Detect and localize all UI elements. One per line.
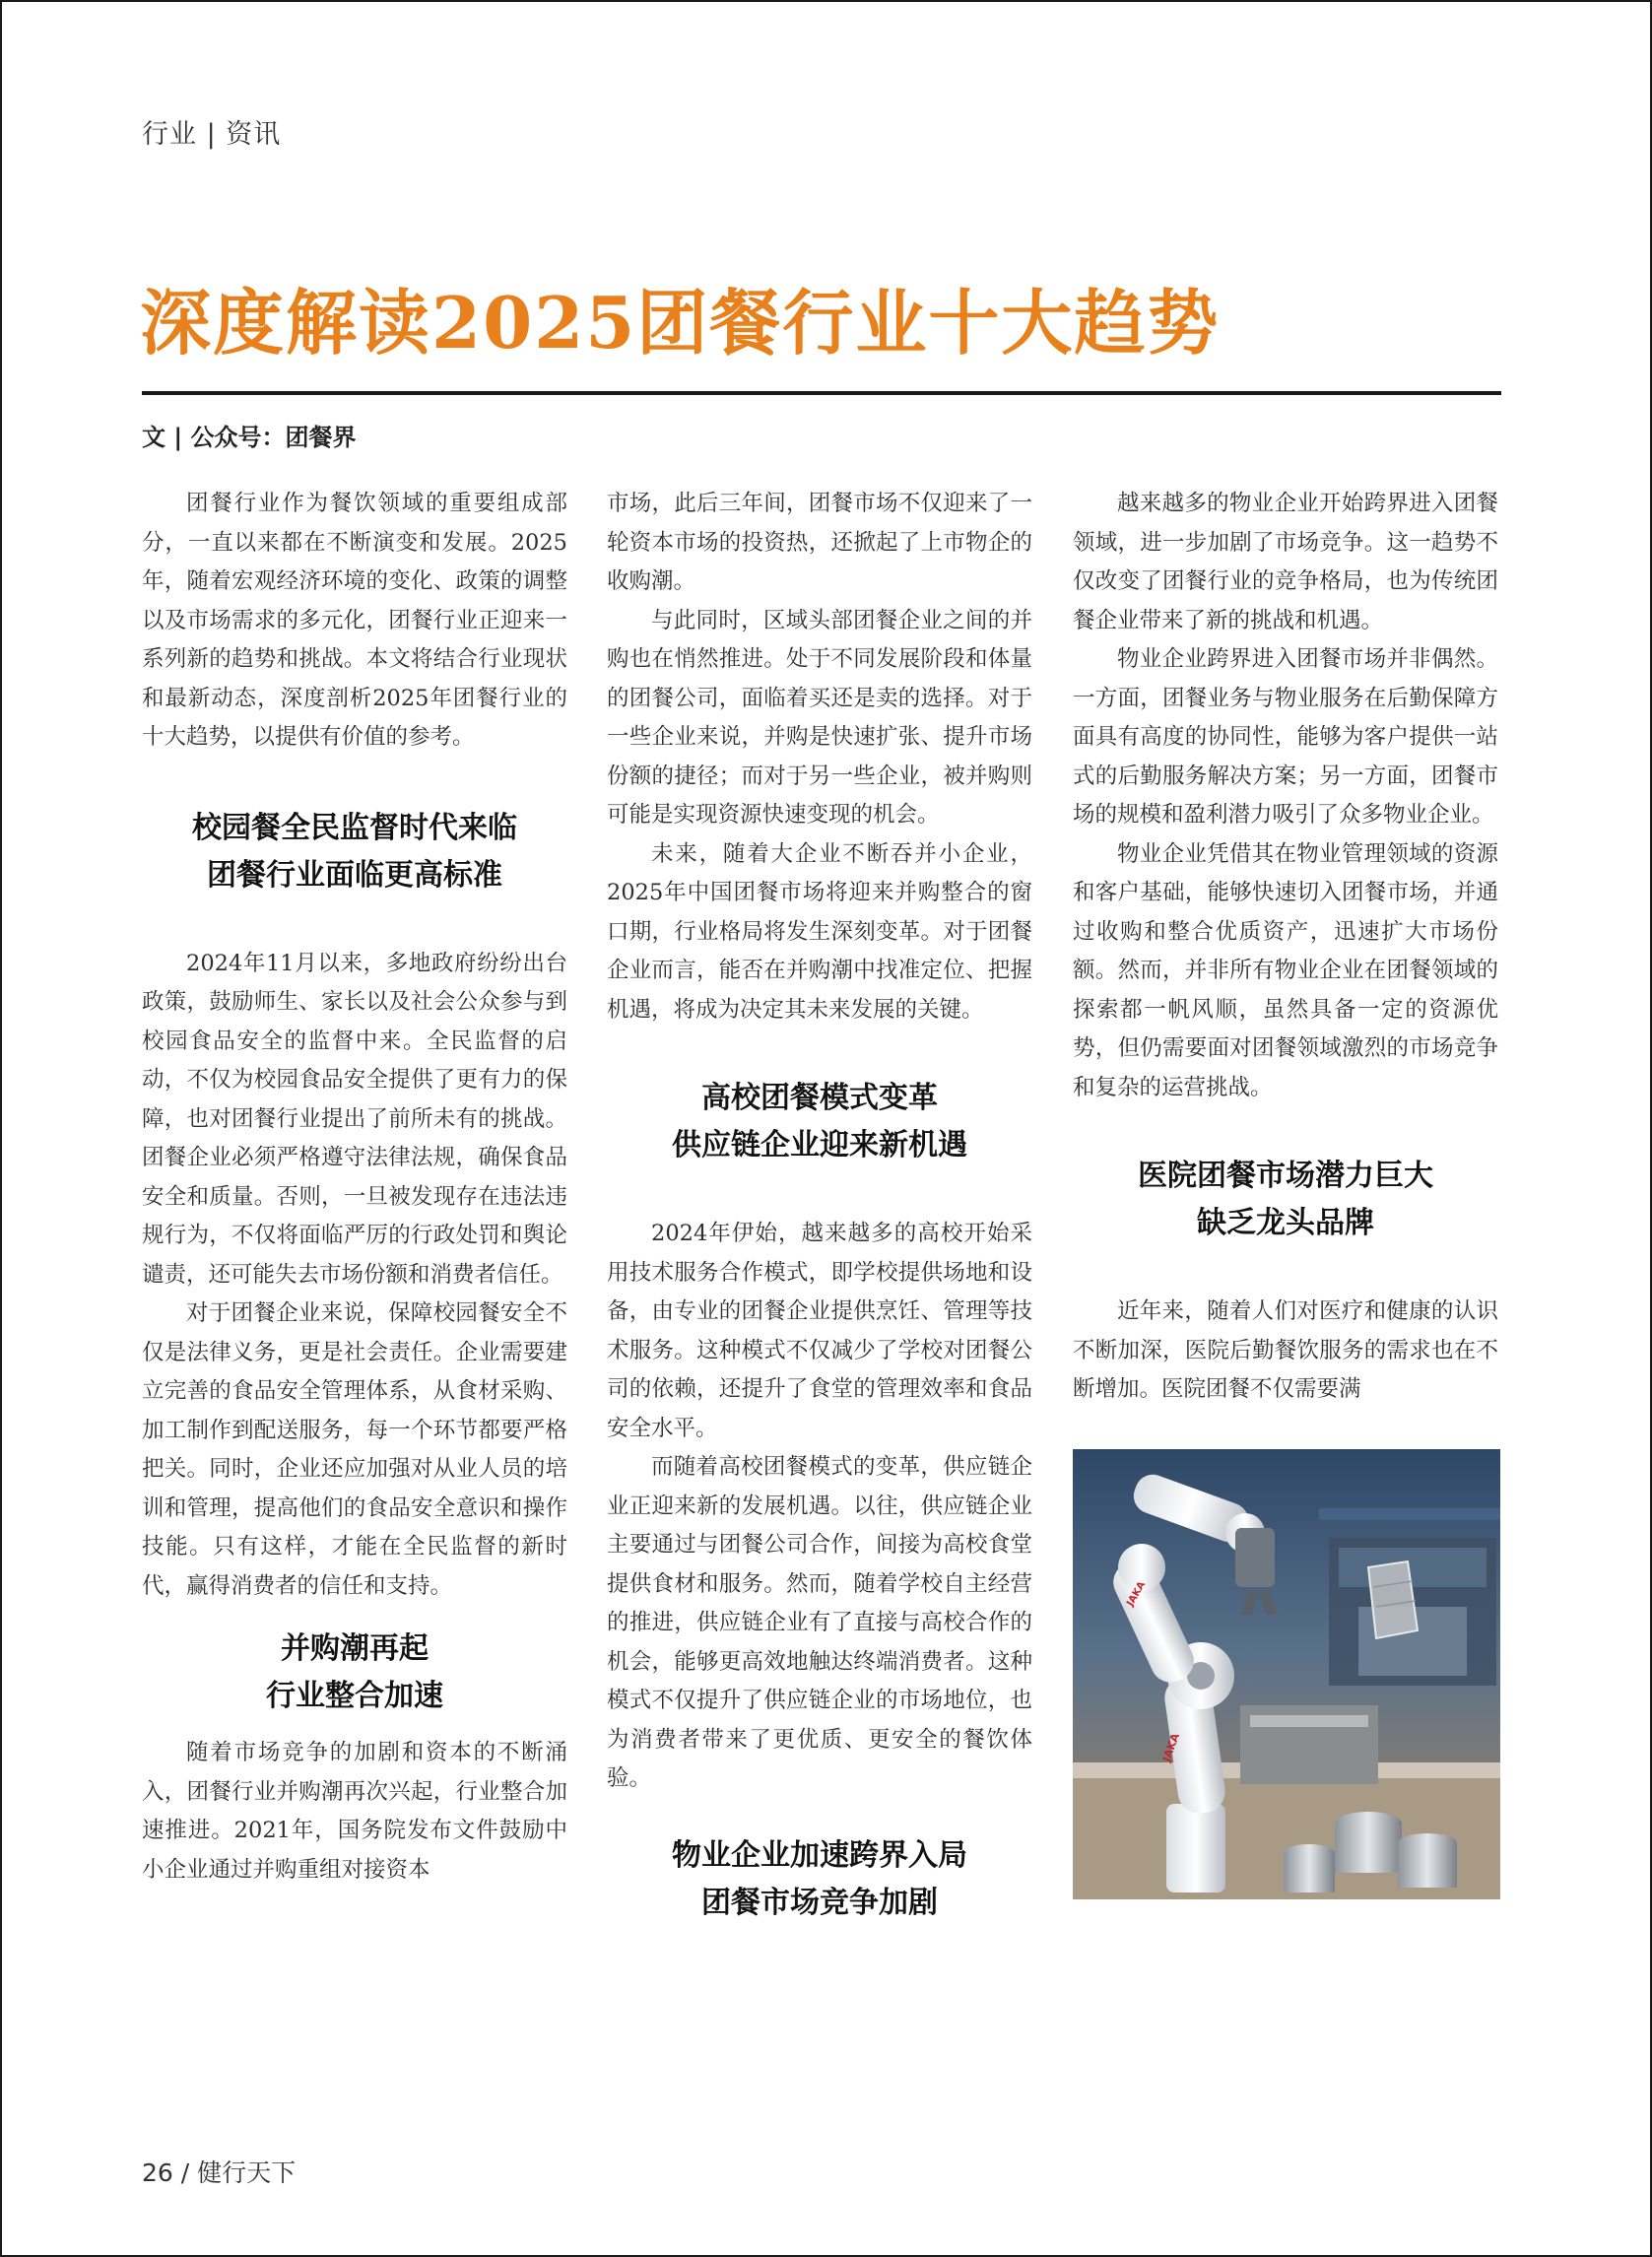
body-paragraph: 而随着高校团餐模式的变革，供应链企业正迎来新的发展机遇。以往，供应链企业主要通过与团餐公司合作，间接为高校食堂提供食材和服务。然而，随着学校自主经营的推进，供应链企业有了直接与高校合作的机会，能够更高效地触达终端消费者。这种模式不仅提升了供应链企业的市场地位，也为消费者带来了更优质、更安全的餐饮体验。 [607, 1454, 1032, 1791]
column-3 [1073, 485, 1498, 1899]
body-paragraph: 未来，随着大企业不断吞并小企业，2025年中国团餐市场将迎来并购整合的窗口期，行业格局将发生深刻变革。对于团餐企业而言，能否在并购潮中找准定位、把握机遇，将成为决定其未来发展的关键。 [607, 840, 1032, 1023]
robot-arm-illustration [1073, 1449, 1500, 1899]
page-footer: 26 / 健行天下 [142, 2158, 297, 2187]
body-paragraph: 越来越多的物业企业开始跨界进入团餐领域，进一步加剧了市场竞争。这一趋势不仅改变了团餐行业的竞争格局，也为传统团餐企业带来了新的挑战和机遇。 [1073, 491, 1498, 633]
body-paragraph: 2024年11月以来，多地政府纷纷出台政策，鼓励师生、家长以及社会公众参与到校园食品安全的监督中来。全民监督的启动，不仅为校园食品安全提供了更有力的保障，也对团餐行业提出了前所未有的挑战。团餐企业必须严格遵守法律法规，确保食品安全和质量。否则，一旦被发现存在违法违规行为，不仅将面临严厉的行政处罚和舆论谴责，还可能失去市场份额和消费者信任。 [142, 950, 567, 1288]
subheading-property-firms [607, 1832, 1032, 1927]
robot-brand-logo: JAKA [1159, 1731, 1182, 1763]
subheading-line: 缺乏龙头品牌 [1197, 1206, 1374, 1240]
subheading-campus-meal [142, 805, 567, 899]
body-paragraph: 对于团餐企业来说，保障校园餐安全不仅是法律义务，更是社会责任。企业需要建立完善的食品安全管理体系，从食材采购、加工制作到配送服务，每一个环节都要严格把关。同时，企业还应加强对从业人员的培训和管理，提高他们的食品安全意识和操作技能。只有这样，才能在全民监督的新时代，赢得消费者的信任和支持。 [142, 1300, 567, 1599]
section-label: 行业 | 资讯 [142, 119, 282, 150]
article-title: 深度解读2025团餐行业十大趋势 [140, 281, 1221, 365]
subheading-line: 供应链企业迎来新机遇 [672, 1128, 967, 1162]
body-paragraph: 近年来，随着人们对医疗和健康的认识不断加深，医院后勤餐饮服务的需求也在不断增加。医院团餐不仅需要满 [1073, 1298, 1498, 1402]
body-paragraph: 与此同时，区域头部团餐企业之间的并购也在悄然推进。处于不同发展阶段和体量的团餐公司，面临着买还是卖的选择。对于一些企业来说，并购是快速扩张、提升市场份额的捷径；而对于另一些企业，被并购则可能是实现资源快速变现的机会。 [607, 607, 1032, 828]
subheading-line: 行业整合加速 [266, 1679, 443, 1713]
subheading-line: 校园餐全民监督时代来临 [192, 810, 517, 845]
intro-paragraph: 团餐行业作为餐饮领域的重要组成部分，一直以来都在不断演变和发展。2025年，随着宏观经济环境的变化、政策的调整以及市场需求的多元化，团餐行业正迎来一系列新的趋势和挑战。本文将结合行业现状和最新动态，深度剖析2025年团餐行业的十大趋势，以提供有价值的参考。 [142, 491, 567, 750]
subheading-line: 物业企业加速跨界入局 [672, 1837, 967, 1873]
body-paragraph: 随着市场竞争的加剧和资本的不断涌入，团餐行业并购潮再次兴起，行业整合加速推进。2021年，国务院发布文件鼓励中小企业通过并购重组对接资本 [142, 1740, 567, 1883]
column-1 [142, 485, 567, 1890]
article-byline: 文 | 公众号：团餐界 [142, 424, 357, 451]
subheading-line: 团餐市场竞争加剧 [701, 1885, 938, 1920]
subheading-mergers [142, 1626, 567, 1720]
body-paragraph: 2024年伊始，越来越多的高校开始采用技术服务合作模式，即学校提供场地和设备，由专业的团餐企业提供烹饪、管理等技术服务。这种模式不仅减少了学校对团餐公司的依赖，还提升了食堂的管理效率和食品安全水平。 [607, 1221, 1032, 1441]
body-paragraph: 物业企业凭借其在物业管理领域的资源和客户基础，能够快速切入团餐市场，并通过收购和整合优质资产，迅速扩大市场份额。然而，并非所有物业企业在团餐领域的探索都一帆风顺，虽然具备一定的资源优势，但仍需要面对团餐领域激烈的市场竞争和复杂的运营挑战。 [1073, 840, 1498, 1100]
body-paragraph-continued: 市场，此后三年间，团餐市场不仅迎来了一轮资本市场的投资热，还掀起了上市物企的收购潮。 [607, 491, 1032, 594]
subheading-line: 医院团餐市场潜力巨大 [1138, 1159, 1433, 1193]
subheading-university-catering [607, 1075, 1032, 1169]
subheading-line: 高校团餐模式变革 [701, 1081, 938, 1115]
subheading-hospital-catering [1073, 1153, 1498, 1247]
robot-arm-photo [1073, 1449, 1500, 1899]
column-2 [607, 485, 1032, 1927]
robot-brand-logo: JAKA [1125, 1579, 1149, 1608]
body-paragraph: 物业企业跨界进入团餐市场并非偶然。一方面，团餐业务与物业服务在后勤保障方面具有高度的协同性，能够为客户提供一站式的后勤服务解决方案；另一方面，团餐市场的规模和盈利潜力吸引了众多物业企业。 [1073, 646, 1498, 828]
title-divider [142, 391, 1501, 395]
subheading-line: 并购潮再起 [281, 1631, 429, 1666]
subheading-line: 团餐行业面临更高标准 [207, 857, 502, 893]
